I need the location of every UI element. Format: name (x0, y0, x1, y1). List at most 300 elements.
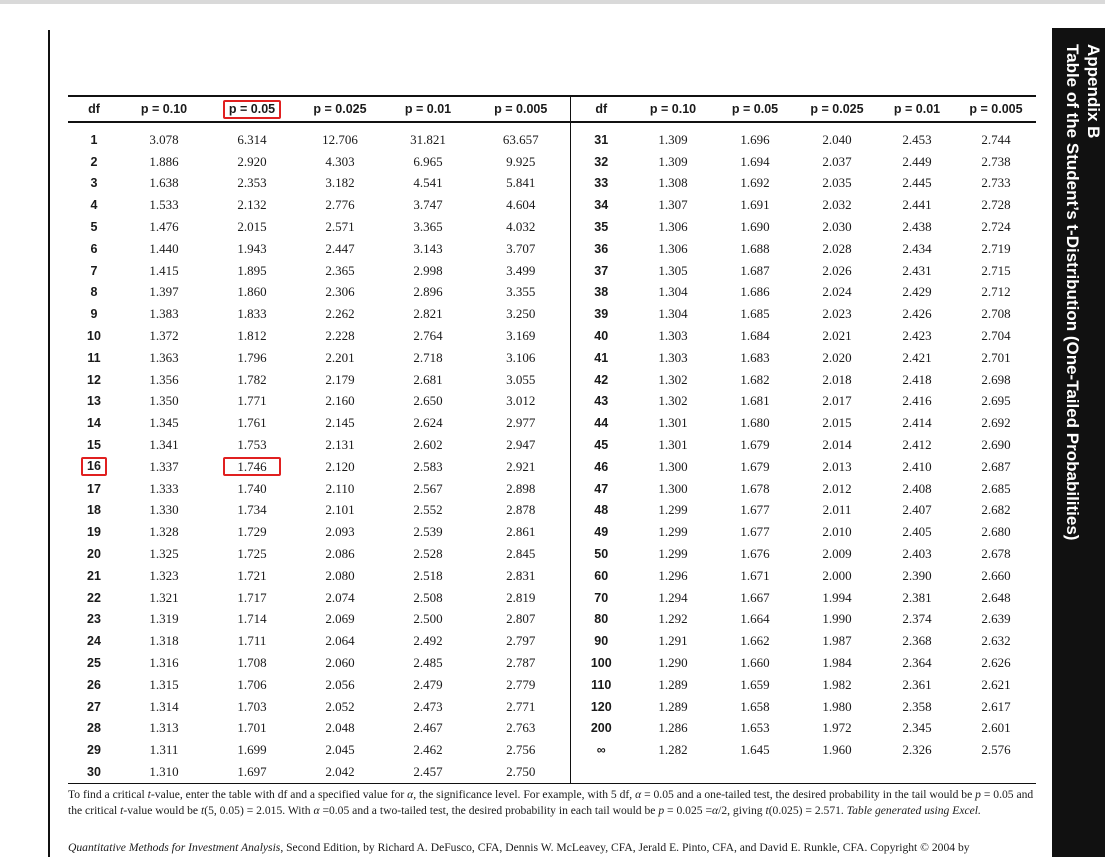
column-header-label: df (595, 102, 608, 116)
value-cell: 2.069 (325, 611, 355, 627)
table-row (68, 129, 1036, 151)
value-cell: 9.925 (506, 153, 536, 169)
value-cell: 2.353 (237, 175, 267, 191)
df-cell: 35 (570, 216, 632, 238)
df-cell: 15 (87, 438, 101, 453)
value-cell: 2.920 (237, 153, 267, 169)
value-cell: 2.678 (981, 546, 1011, 562)
value-cell (632, 761, 714, 783)
value-cell: 2.131 (325, 437, 355, 453)
value-cell: 2.412 (902, 437, 932, 453)
value-cell: 2.101 (325, 502, 355, 518)
column-header-label: df (88, 102, 100, 116)
df-cell (68, 456, 120, 478)
df-cell: 7 (90, 263, 98, 278)
value-cell: 1.678 (740, 480, 770, 496)
df-cell: 23 (87, 612, 101, 627)
table-row (68, 347, 1036, 369)
value-cell: 2.030 (822, 219, 852, 235)
value-cell: 2.695 (981, 393, 1011, 409)
value-cell: 63.657 (502, 131, 539, 147)
value-cell: 1.812 (237, 328, 267, 344)
value-cell: 1.685 (740, 306, 770, 322)
value-cell: 2.020 (822, 349, 852, 365)
value-cell: 1.303 (658, 349, 688, 365)
value-cell: 1.711 (237, 633, 267, 649)
table-body (68, 122, 1036, 783)
value-cell: 1.289 (658, 676, 688, 692)
value-cell: 2.145 (325, 415, 355, 431)
column-header-label: p = 0.005 (969, 102, 1023, 116)
column-header (570, 96, 632, 122)
value-cell: 1.664 (740, 611, 770, 627)
value-cell: 1.984 (822, 655, 852, 671)
df-cell: 42 (570, 369, 632, 391)
value-cell: 2.624 (413, 415, 443, 431)
value-cell: 2.977 (506, 415, 536, 431)
value-cell: 3.355 (506, 284, 536, 300)
value-cell: 1.699 (237, 742, 267, 758)
value-cell: 2.447 (325, 240, 355, 256)
df-cell: 1 (90, 132, 98, 147)
value-cell: 2.201 (325, 349, 355, 365)
value-cell: 1.796 (237, 349, 267, 365)
value-cell: 1.714 (237, 611, 267, 627)
value-cell: 2.064 (325, 633, 355, 649)
value-cell: 2.405 (902, 524, 932, 540)
value-cell: 2.878 (506, 502, 536, 518)
value-cell: 3.078 (149, 131, 179, 147)
value-cell: 2.410 (902, 458, 932, 474)
table-row (68, 565, 1036, 587)
value-cell: 1.686 (740, 284, 770, 300)
value-cell: 1.533 (149, 197, 179, 213)
value-cell: 2.012 (822, 480, 852, 496)
value-cell: 1.292 (658, 611, 688, 627)
df-cell: 5 (90, 220, 98, 235)
value-cell: 2.896 (413, 284, 443, 300)
column-header-label: p = 0.10 (649, 102, 697, 116)
value-cell: 2.037 (822, 153, 852, 169)
value-cell: 6.314 (237, 131, 267, 147)
column-header (208, 96, 296, 122)
value-cell: 2.361 (902, 676, 932, 692)
value-cell: 2.724 (981, 219, 1011, 235)
value-cell: 2.407 (902, 502, 932, 518)
value-cell: 2.374 (902, 611, 932, 627)
value-cell: 2.015 (822, 415, 852, 431)
value-cell: 2.093 (325, 524, 355, 540)
table-row (68, 652, 1036, 674)
column-header (120, 96, 208, 122)
value-cell: 12.706 (322, 131, 358, 147)
value-cell: 1.476 (149, 219, 179, 235)
value-cell: 1.662 (740, 633, 770, 649)
value-cell: 1.677 (740, 524, 770, 540)
value-cell: 2.074 (325, 589, 355, 605)
column-header (796, 96, 878, 122)
df-cell: 38 (570, 282, 632, 304)
table-row (68, 521, 1036, 543)
value-cell: 1.294 (658, 589, 688, 605)
value-cell: 1.341 (149, 437, 179, 453)
df-cell: 30 (68, 761, 120, 783)
value-cell: 2.416 (902, 393, 932, 409)
table-row (68, 739, 1036, 761)
value-cell: 2.571 (325, 219, 355, 235)
value-cell: 1.299 (658, 524, 688, 540)
value-cell: 1.440 (149, 240, 179, 256)
value-cell: 2.018 (822, 371, 852, 387)
value-cell: 2.819 (506, 589, 536, 605)
value-cell: 2.045 (325, 742, 355, 758)
value-cell: 2.462 (413, 742, 443, 758)
value-cell: 1.677 (740, 502, 770, 518)
highlighted-header: p = 0.05 (223, 100, 281, 119)
df-cell: 43 (570, 391, 632, 413)
value-cell: 1.319 (149, 611, 179, 627)
value-cell: 1.708 (237, 655, 267, 671)
value-cell: 2.418 (902, 371, 932, 387)
value-cell: 2.421 (902, 349, 932, 365)
value-cell: 2.681 (413, 371, 443, 387)
value-cell: 1.372 (149, 328, 179, 344)
value-cell: 1.990 (822, 611, 852, 627)
table-row (68, 391, 1036, 413)
df-cell: 26 (87, 677, 101, 692)
df-cell: 47 (570, 478, 632, 500)
column-header (68, 96, 120, 122)
value-cell: 3.365 (413, 219, 443, 235)
value-cell: 4.032 (506, 219, 536, 235)
value-cell: 3.499 (506, 262, 536, 278)
value-cell: 1.706 (237, 676, 267, 692)
df-cell: 27 (87, 699, 101, 714)
value-cell: 1.679 (740, 437, 770, 453)
value-cell: 2.712 (981, 284, 1011, 300)
table-row (68, 260, 1036, 282)
value-cell: 1.363 (149, 349, 179, 365)
value-cell: 1.980 (822, 698, 852, 714)
value-cell: 2.132 (237, 197, 267, 213)
value-cell: 1.330 (149, 502, 179, 518)
value-cell: 2.306 (325, 284, 355, 300)
df-cell: 40 (570, 325, 632, 347)
table-row (68, 609, 1036, 631)
value-cell: 3.055 (506, 371, 536, 387)
value-cell: 1.740 (237, 480, 267, 496)
df-cell: 20 (87, 547, 101, 562)
appendix-label: Appendix B (1084, 44, 1103, 139)
value-cell: 3.707 (506, 240, 536, 256)
value-cell: 1.721 (237, 567, 267, 583)
value-cell: 3.169 (506, 328, 536, 344)
table-row (68, 674, 1036, 696)
value-cell: 3.106 (506, 349, 536, 365)
value-cell: 2.434 (902, 240, 932, 256)
df-cell: 110 (570, 674, 632, 696)
value-cell: 2.602 (413, 437, 443, 453)
value-cell: 2.715 (981, 262, 1011, 278)
value-cell: 2.028 (822, 240, 852, 256)
value-cell: 2.539 (413, 524, 443, 540)
table-row (68, 194, 1036, 216)
df-cell: 17 (87, 481, 101, 496)
value-cell: 2.648 (981, 589, 1011, 605)
value-cell: 2.708 (981, 306, 1011, 322)
value-cell: 2.120 (325, 458, 355, 474)
value-cell: 1.688 (740, 240, 770, 256)
table-row (68, 173, 1036, 195)
value-cell: 1.701 (237, 720, 267, 736)
value-cell: 2.017 (822, 393, 852, 409)
df-cell: 22 (87, 590, 101, 605)
value-cell: 5.841 (506, 175, 536, 191)
value-cell: 1.301 (658, 437, 688, 453)
value-cell: 1.691 (740, 197, 770, 213)
value-cell: 2.485 (413, 655, 443, 671)
value-cell: 2.756 (506, 742, 536, 758)
value-cell: 2.601 (981, 720, 1011, 736)
value-cell: 1.301 (658, 415, 688, 431)
value-cell: 1.676 (740, 546, 770, 562)
value-cell: 2.898 (506, 480, 536, 496)
value-cell: 2.015 (237, 219, 267, 235)
value-cell: 1.291 (658, 633, 688, 649)
df-cell: 200 (570, 718, 632, 740)
value-cell: 1.987 (822, 633, 852, 649)
value-cell: 1.697 (208, 761, 296, 783)
value-cell: 2.426 (902, 306, 932, 322)
value-cell: 1.753 (237, 437, 267, 453)
value-cell: 1.299 (658, 546, 688, 562)
value-cell: 3.012 (506, 393, 536, 409)
df-cell: 31 (570, 129, 632, 151)
value-cell: 1.687 (740, 262, 770, 278)
df-cell: 39 (570, 303, 632, 325)
value-cell: 2.807 (506, 611, 536, 627)
value-cell: 2.024 (822, 284, 852, 300)
value-cell: 2.479 (413, 676, 443, 692)
value-cell: 2.639 (981, 611, 1011, 627)
value-cell: 1.333 (149, 480, 179, 496)
value-cell: 2.528 (413, 546, 443, 562)
citation-text: , Second Edition, by Richard A. DeFusco, CFA, Dennis W. McLeavey, CFA, Jerald E. Pinto, CFA, and David E. Runkle, CFA. Copyright © 2004 by (280, 841, 970, 854)
df-cell: 24 (87, 634, 101, 649)
df-cell: 19 (87, 525, 101, 540)
value-cell: 2.403 (902, 546, 932, 562)
value-cell: 1.314 (149, 698, 179, 714)
value-cell: 2.698 (981, 371, 1011, 387)
value-cell: 1.302 (658, 393, 688, 409)
value-cell: 1.318 (149, 633, 179, 649)
value-cell: 4.604 (506, 197, 536, 213)
value-cell: 1.310 (120, 761, 208, 783)
value-cell: 2.408 (902, 480, 932, 496)
value-cell: 1.328 (149, 524, 179, 540)
book-title: Quantitative Methods for Investment Analysis (68, 841, 281, 854)
value-cell: 2.021 (822, 328, 852, 344)
value-cell: 2.431 (902, 262, 932, 278)
value-cell: 2.750 (472, 761, 570, 783)
highlighted-df: 16 (81, 457, 107, 476)
df-cell: 25 (87, 656, 101, 671)
value-cell: 1.302 (658, 371, 688, 387)
df-cell: 60 (570, 565, 632, 587)
value-cell: 3.747 (413, 197, 443, 213)
value-cell: 1.681 (740, 393, 770, 409)
value-cell: 2.441 (902, 197, 932, 213)
source-citation (68, 840, 1048, 855)
value-cell: 2.179 (325, 371, 355, 387)
value-cell: 1.315 (149, 676, 179, 692)
value-cell: 1.671 (740, 567, 770, 583)
value-cell: 2.000 (822, 567, 852, 583)
value-cell: 4.541 (413, 175, 443, 191)
value-cell: 1.383 (149, 306, 179, 322)
value-cell: 2.797 (506, 633, 536, 649)
value-cell: 2.345 (902, 720, 932, 736)
value-cell: 1.323 (149, 567, 179, 583)
value-cell: 2.845 (506, 546, 536, 562)
column-header (878, 96, 956, 122)
value-cell: 2.429 (902, 284, 932, 300)
value-cell: 2.921 (506, 458, 536, 474)
value-cell: 2.831 (506, 567, 536, 583)
left-margin-rule (48, 30, 50, 857)
value-cell: 1.307 (658, 197, 688, 213)
column-header (956, 96, 1036, 122)
value-cell: 1.833 (237, 306, 267, 322)
df-cell: 41 (570, 347, 632, 369)
value-cell: 2.048 (325, 720, 355, 736)
table-row (68, 630, 1036, 652)
column-header-label: p = 0.01 (893, 102, 941, 116)
table-row (68, 456, 1036, 478)
column-header-label: p = 0.01 (404, 102, 452, 116)
value-cell (956, 761, 1036, 783)
df-cell: 33 (570, 173, 632, 195)
value-cell: 31.821 (410, 131, 446, 147)
value-cell: 1.994 (822, 589, 852, 605)
value-cell: 1.683 (740, 349, 770, 365)
df-cell: 44 (570, 412, 632, 434)
value-cell: 1.725 (237, 546, 267, 562)
df-cell: 18 (87, 503, 101, 518)
side-title (1054, 44, 1104, 604)
value-cell: 2.685 (981, 480, 1011, 496)
df-cell: 3 (90, 176, 98, 191)
value-cell: 1.972 (822, 720, 852, 736)
value-cell: 1.299 (658, 502, 688, 518)
value-cell: 2.467 (413, 720, 443, 736)
value-cell: 2.010 (822, 524, 852, 540)
value-cell: 1.305 (658, 262, 688, 278)
value-cell: 2.011 (822, 502, 852, 518)
df-cell: 50 (570, 543, 632, 565)
value-cell: 2.414 (902, 415, 932, 431)
value-cell: 2.368 (902, 633, 932, 649)
value-cell: 2.262 (325, 306, 355, 322)
value-cell: 2.704 (981, 328, 1011, 344)
table-row (68, 434, 1036, 456)
value-cell: 1.895 (237, 262, 267, 278)
value-cell: 2.438 (902, 219, 932, 235)
df-cell: 9 (90, 307, 98, 322)
value-cell: 2.690 (981, 437, 1011, 453)
column-header-label: p = 0.05 (731, 102, 779, 116)
table-header-row (68, 96, 1036, 122)
df-cell: 34 (570, 194, 632, 216)
df-cell: 10 (87, 329, 101, 344)
value-cell: 1.658 (740, 698, 770, 714)
value-cell: 6.965 (413, 153, 443, 169)
table-row (68, 238, 1036, 260)
value-cell: 3.143 (413, 240, 443, 256)
df-cell: 46 (570, 456, 632, 478)
value-cell: 2.583 (413, 458, 443, 474)
value-cell: 2.733 (981, 175, 1011, 191)
value-cell: 1.290 (658, 655, 688, 671)
value-cell: 1.682 (740, 371, 770, 387)
value-cell: 2.228 (325, 328, 355, 344)
value-cell: 2.680 (981, 524, 1011, 540)
value-cell (796, 761, 878, 783)
value-cell: 2.617 (981, 698, 1011, 714)
df-cell: 90 (570, 630, 632, 652)
value-cell: 1.304 (658, 284, 688, 300)
value-cell: 1.690 (740, 219, 770, 235)
value-cell: 1.982 (822, 676, 852, 692)
value-cell: 2.500 (413, 611, 443, 627)
value-cell: 2.423 (902, 328, 932, 344)
value-cell: 1.943 (237, 240, 267, 256)
value-cell: 2.776 (325, 197, 355, 213)
value-cell: 1.350 (149, 393, 179, 409)
value-cell: 2.687 (981, 458, 1011, 474)
df-cell: 49 (570, 521, 632, 543)
value-cell: 1.303 (658, 328, 688, 344)
value-cell: 2.013 (822, 458, 852, 474)
value-cell: 2.453 (902, 131, 932, 147)
value-cell: 1.659 (740, 676, 770, 692)
value-cell: 1.289 (658, 698, 688, 714)
value-cell: 2.998 (413, 262, 443, 278)
value-cell: 1.356 (149, 371, 179, 387)
value-cell: 2.763 (506, 720, 536, 736)
column-header (296, 96, 384, 122)
df-cell: 4 (90, 198, 98, 213)
value-cell: 2.779 (506, 676, 536, 692)
value-cell: 2.650 (413, 393, 443, 409)
value-cell: 1.684 (740, 328, 770, 344)
value-cell: 1.309 (658, 131, 688, 147)
table-row (68, 151, 1036, 173)
value-cell: 2.552 (413, 502, 443, 518)
column-header (472, 96, 570, 122)
value-cell: 1.645 (740, 742, 770, 758)
value-cell: 1.316 (149, 655, 179, 671)
value-cell: 1.680 (740, 415, 770, 431)
value-cell: 1.667 (740, 589, 770, 605)
value-cell: 1.300 (658, 458, 688, 474)
df-cell: 45 (570, 434, 632, 456)
value-cell: 2.457 (384, 761, 472, 783)
column-header (632, 96, 714, 122)
value-cell: 2.728 (981, 197, 1011, 213)
value-cell: 4.303 (325, 153, 355, 169)
value-cell: 1.325 (149, 546, 179, 562)
